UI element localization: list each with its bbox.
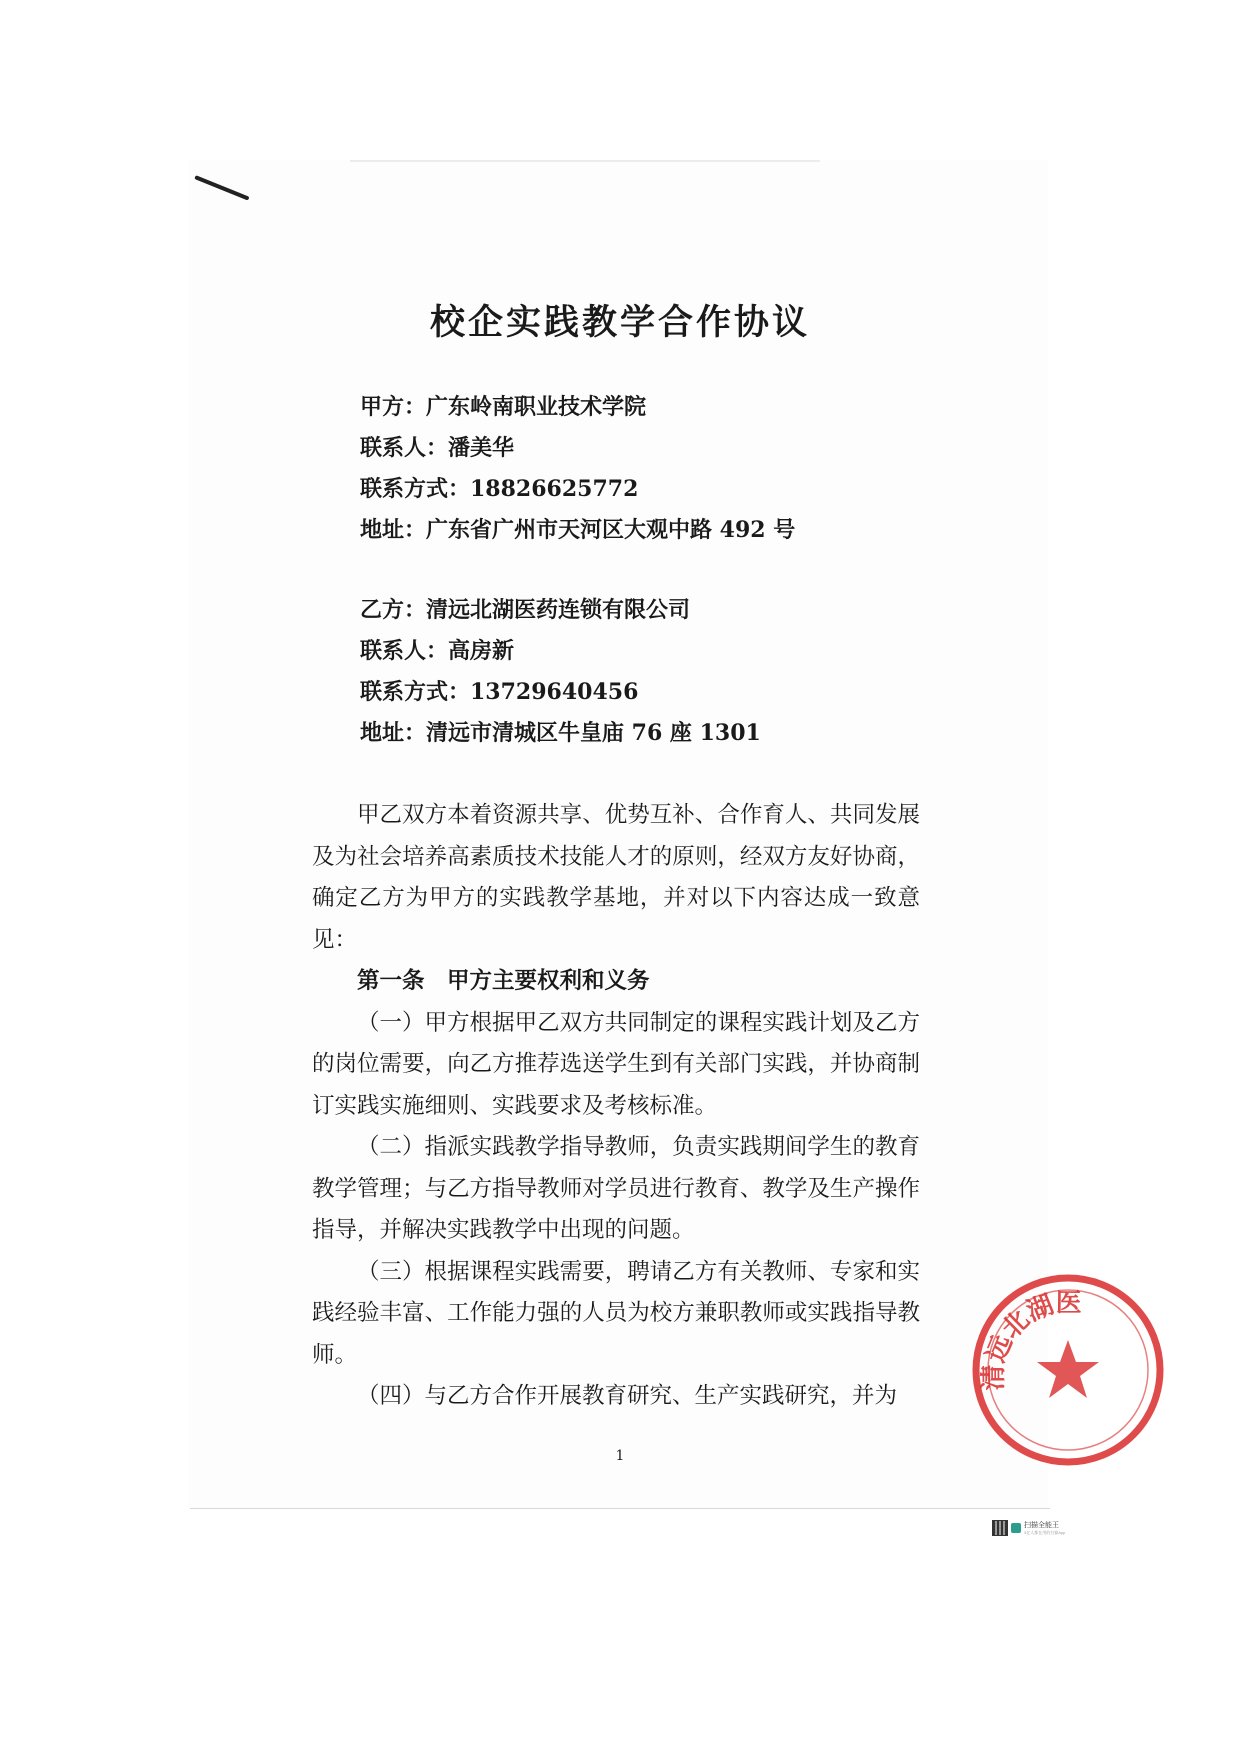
page-top-edge [350, 160, 820, 162]
clause-3: （三）根据课程实践需要，聘请乙方有关教师、专家和实践经验丰富、工作能力强的人员为校方兼职教师或实践指导教师。 [312, 1258, 920, 1368]
scanner-logo-icon [1011, 1523, 1021, 1533]
qr-code-icon [992, 1520, 1008, 1536]
clause-1: （一）甲方根据甲乙双方共同制定的课程实践计划及乙方的岗位需要，向乙方推荐选送学生到有关部门实践，并协商制订实践实施细则、实践要求及考核标准。 [312, 1009, 920, 1119]
party-a-block [360, 387, 795, 551]
page-bottom-edge [190, 1508, 1050, 1509]
scanner-watermark [992, 1520, 1065, 1536]
page-number: 1 [615, 1448, 625, 1464]
agreement-body [312, 795, 920, 1418]
svg-text:清远北湖医: 清远北湖医 [978, 1288, 1082, 1391]
clause-4: （四）与乙方合作开展教育研究、生产实践研究，并为 [357, 1383, 898, 1409]
scanner-label: 扫描全能王 [1024, 1521, 1059, 1529]
party-b-address: 地址：清远市清城区牛皇庙 76 座 1301 [360, 720, 761, 746]
intro-paragraph: 甲乙双方本着资源共享、优势互补、合作育人、共同发展及为社会培养高素质技术技能人才的原则，经双方友好协商，确定乙方为甲方的实践教学基地，并对以下内容达成一致意见： [312, 802, 920, 953]
party-b-block [360, 590, 761, 754]
scanner-sub: 3亿人都在用的扫描App [1024, 1529, 1066, 1535]
party-a-phone: 联系方式：18826625772 [360, 476, 639, 502]
party-b-phone: 联系方式：13729640456 [360, 679, 639, 705]
party-b-name: 乙方：清远北湖医药连锁有限公司 [360, 597, 691, 623]
party-a-contact: 联系人：潘美华 [360, 435, 515, 461]
document-title: 校企实践教学合作协议 [429, 302, 810, 343]
article-1-heading: 第一条 甲方主要权利和义务 [357, 968, 650, 994]
party-a-address: 地址：广东省广州市天河区大观中路 492 号 [360, 517, 796, 543]
party-b-contact: 联系人：高房新 [360, 638, 515, 664]
company-seal [968, 1270, 1168, 1470]
clause-2: （二）指派实践教学指导教师，负责实践期间学生的教育教学管理；与乙方指导教师对学员进行教育、教学及生产操作指导，并解决实践教学中出现的问题。 [312, 1134, 920, 1243]
party-a-name: 甲方：广东岭南职业技术学院 [360, 394, 647, 420]
